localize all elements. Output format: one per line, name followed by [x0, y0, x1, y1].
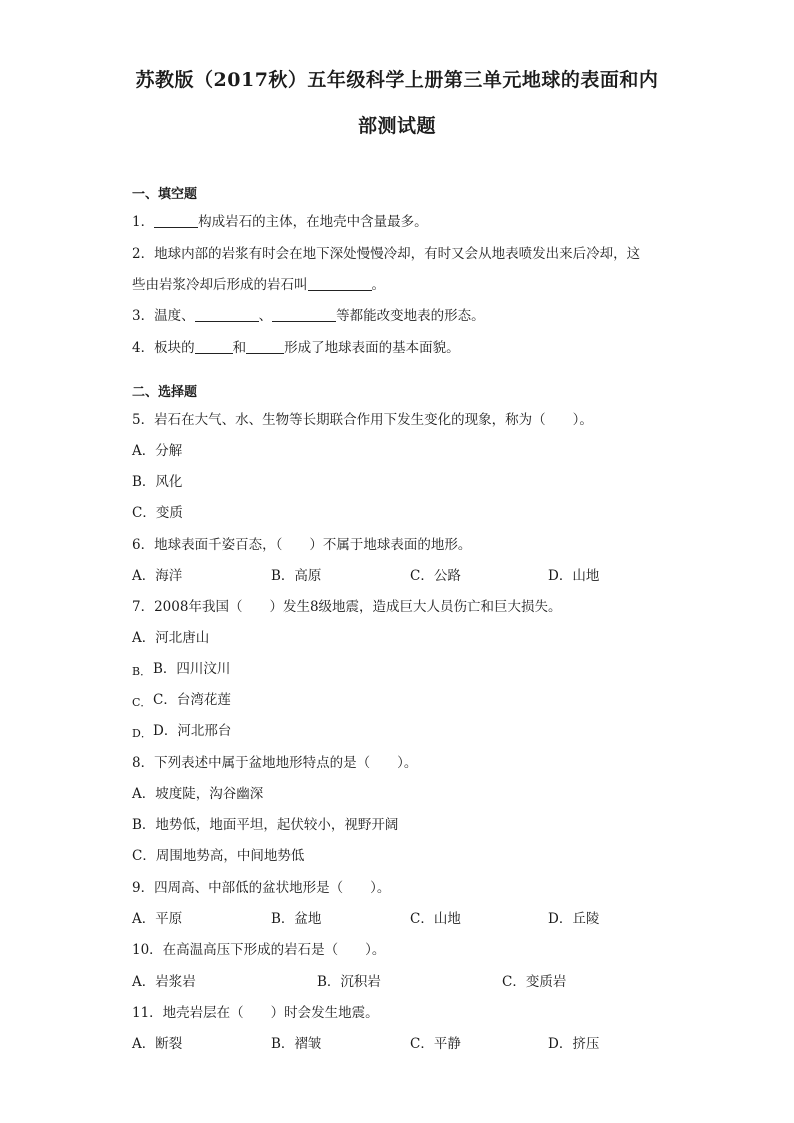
question-8-option-a[interactable]: A．坡度陡，沟谷幽深	[132, 786, 264, 802]
question-2-line-1: 2．地球内部的岩浆有时会在地下深处慢慢冷却，有时又会从地表喷发出来后冷却，这	[132, 246, 641, 262]
question-4	[132, 339, 460, 357]
question-4-mid: 和	[232, 340, 247, 356]
question-9-option-c[interactable]: C．山地	[410, 911, 461, 927]
question-7-option-c[interactable]: C．台湾花莲	[153, 692, 231, 708]
question-7-prefix-b	[132, 662, 151, 681]
answer-blank[interactable]	[272, 307, 336, 322]
question-3	[132, 307, 485, 325]
answer-blank[interactable]	[308, 276, 372, 291]
question-1-number: 1．	[132, 214, 155, 230]
question-9-option-a[interactable]: A．平原	[132, 911, 183, 927]
section-heading-fill: 一、填空题	[132, 187, 198, 202]
question-6-option-b[interactable]: B．高原	[271, 568, 322, 584]
question-6-option-c[interactable]: C．公路	[410, 568, 461, 584]
answer-blank[interactable]	[195, 339, 233, 354]
question-6-stem: 6．地球表面千姿百态，（ ）不属于地球表面的地形。	[132, 537, 472, 553]
question-10-option-c[interactable]: C．变质岩	[502, 974, 567, 990]
option-prefix-mark: B．	[132, 665, 152, 678]
question-3-sep: 、	[258, 308, 273, 324]
question-2-text: 些由岩浆冷却后形成的岩石叫	[132, 277, 308, 293]
question-8-option-c[interactable]: C．周围地势高，中间地势低	[132, 848, 305, 864]
question-5-option-a[interactable]: A．分解	[132, 443, 183, 459]
question-3-end: 等都能改变地表的形态。	[336, 308, 485, 324]
question-9-option-d[interactable]: D．丘陵	[548, 911, 600, 927]
question-11-option-d[interactable]: D．挤压	[548, 1036, 600, 1052]
question-9-option-b[interactable]: B．盆地	[271, 911, 322, 927]
question-6-option-d[interactable]: D．山地	[548, 568, 600, 584]
question-7-option-b[interactable]: B．四川汶川	[153, 661, 231, 677]
question-7-prefix-c	[132, 693, 151, 712]
question-4-text: 4．板块的	[132, 340, 195, 356]
question-11-option-a[interactable]: A．断裂	[132, 1036, 183, 1052]
page-title-line-1: 苏教版（2017秋）五年级科学上册第三单元地球的表面和内	[135, 69, 659, 91]
question-10-option-b[interactable]: B．沉积岩	[317, 974, 381, 990]
option-prefix-mark: C．	[132, 696, 152, 709]
question-7-option-d[interactable]: D．河北邢台	[153, 723, 232, 739]
question-1-text: 构成岩石的主体，在地壳中含量最多。	[198, 214, 428, 230]
question-7-option-a[interactable]: A．河北唐山	[132, 630, 210, 646]
question-7-prefix-d	[132, 724, 152, 743]
question-4-end: 形成了地球表面的基本面貌。	[284, 340, 460, 356]
question-8-stem: 8．下列表述中属于盆地地形特点的是（ ）。	[132, 755, 418, 771]
question-8-option-b[interactable]: B．地势低，地面平坦，起伏较小，视野开阔	[132, 817, 399, 833]
question-9-stem: 9．四周高、中部低的盆状地形是（ ）。	[132, 880, 391, 896]
question-2-end: 。	[371, 277, 385, 293]
question-10-option-a[interactable]: A．岩浆岩	[132, 974, 196, 990]
question-6-option-a[interactable]: A．海洋	[132, 568, 183, 584]
answer-blank[interactable]	[154, 213, 198, 228]
question-11-option-c[interactable]: C．平静	[410, 1036, 461, 1052]
question-3-text: 3．温度、	[132, 308, 195, 324]
question-11-stem: 11．地壳岩层在（ ）时会发生地震。	[132, 1005, 379, 1021]
question-2-line-2	[132, 276, 385, 294]
question-10-stem: 10．在高温高压下形成的岩石是（ ）。	[132, 942, 386, 958]
section-heading-choice: 二、选择题	[132, 385, 198, 400]
question-11-option-b[interactable]: B．褶皱	[271, 1036, 322, 1052]
option-prefix-mark: D．	[132, 727, 152, 740]
question-5-option-c[interactable]: C．变质	[132, 505, 183, 521]
answer-blank[interactable]	[195, 307, 259, 322]
page-title-line-2: 部测试题	[357, 115, 436, 137]
answer-blank[interactable]	[246, 339, 284, 354]
question-1	[132, 213, 428, 231]
question-5-option-b[interactable]: B．风化	[132, 474, 183, 490]
question-7-stem: 7．2008年我国（ ）发生8级地震，造成巨大人员伤亡和巨大损失。	[132, 599, 562, 615]
question-5-stem: 5．岩石在大气、水、生物等长期联合作用下发生变化的现象，称为（ ）。	[132, 412, 593, 428]
